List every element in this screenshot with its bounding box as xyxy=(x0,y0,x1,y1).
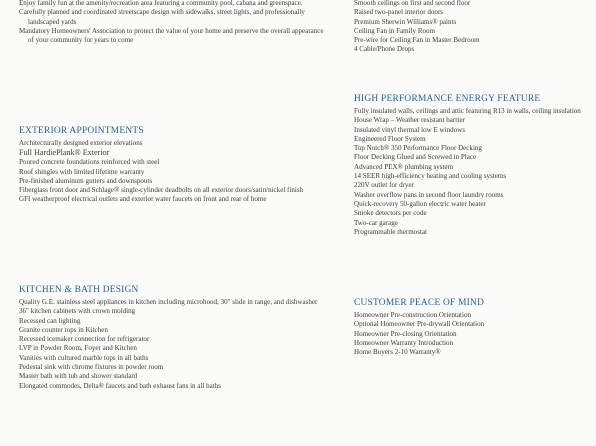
list-item: 4 Cable/Phone Drops xyxy=(354,45,415,54)
list-item: Master bath with tub and shower standard xyxy=(19,372,138,381)
list-item: Homeowner Warranty Introduction xyxy=(354,338,454,347)
list-item: Full HardiePlank® Exterior xyxy=(19,148,110,158)
list-item: Premium Sherwin Williams® paints xyxy=(354,17,457,26)
list-item: Elongated commodes, Delta® faucets and bath exhaust fans in all baths xyxy=(19,381,222,390)
section-heading: CUSTOMER PEACE OF MIND xyxy=(354,298,485,308)
list-item: Smoke detectors per code xyxy=(354,209,427,218)
list-item: Top Notch® 350 Performance Floor Decking xyxy=(354,144,482,153)
list-item: 14 SEER high-efficiency heating and cooling systems xyxy=(354,172,507,181)
list-item: Advanced PEX® plumbing system xyxy=(354,162,454,171)
list-item: Pre-wire for Ceiling Fan in Master Bedroom xyxy=(354,36,480,45)
list-item: 220V outlet for dryer xyxy=(354,181,414,190)
section-heading: EXTERIOR APPOINTMENTS xyxy=(19,126,144,136)
list-item: Pre-finished aluminum gutters and downspouts xyxy=(19,176,153,185)
section-heading: KITCHEN & BATH DESIGN xyxy=(19,285,139,295)
section-heading: HIGH PERFORMANCE ENERGY FEATURE xyxy=(354,94,541,104)
list-item: Granite counter tops in Kitchen xyxy=(19,325,108,334)
list-item: Quality G.E. stainless steel appliances in kitchen including microhood, 30" slide in range, and dishwasher xyxy=(19,298,318,306)
list-item: Two-car garage xyxy=(354,218,398,227)
list-item: Recessed icemaker connection for refrigerator xyxy=(19,335,150,344)
list-item: Insulated vinyl thermal low E windows xyxy=(354,125,465,134)
list-item: Poured concrete foundations reinforced with steel xyxy=(19,158,160,167)
list-item: Roof shingles with limited lifetime warranty xyxy=(19,167,145,176)
list-item: Raised two-panel interior doors xyxy=(354,8,444,17)
list-item: Washer overflow pans in second floor laundry rooms xyxy=(354,190,504,199)
list-item: Pedestal sink with chrome fixtures in powder room xyxy=(19,363,164,372)
list-item: Programmable thermostat xyxy=(354,227,427,236)
kitchen-bath-section xyxy=(19,285,331,391)
list-item: Mandatory Homeowners' Association to protect the value of your home and preserve the overall appearance of your community for years to come xyxy=(19,26,324,45)
community-features-list xyxy=(19,0,331,45)
energy-features-section xyxy=(354,94,596,237)
list-item: Vanities with cultured marble tops in all baths xyxy=(19,353,149,362)
list-item: 36" kitchen cabinets with crown molding xyxy=(19,307,136,316)
list-item: GFI weatherproof electrical outlets and exterior water faucets on front and rear of home xyxy=(19,195,267,204)
list-item: Fully insulated walls, ceilings and attic featuring R13 in walls, ceiling insulation xyxy=(354,107,581,115)
exterior-appointments-section xyxy=(19,126,331,205)
list-item: Fiberglass front door and Schlage® single-cylinder deadbolts on all exterior doors/satin/nickel finish xyxy=(19,186,304,195)
interior-features-list xyxy=(354,0,596,55)
list-item: Smooth ceilings on first and second floor xyxy=(354,0,471,7)
list-item: Homeowner Pre-construction Orientation xyxy=(354,311,472,319)
list-item: Engineered Floor System xyxy=(354,134,426,143)
list-item: Quick-recovery 50-gallon electric water heater xyxy=(354,199,486,208)
customer-peace-of-mind-section xyxy=(354,298,596,357)
list-item: Optional Homeowner Pre-drywall Orientation xyxy=(354,320,485,329)
list-item: Architecturally designed exterior elevations xyxy=(19,139,143,147)
list-item: Ceiling Fan in Family Room xyxy=(354,26,436,35)
list-item: House Wrap – Weather resistant barrier xyxy=(354,116,466,125)
list-item: Enjoy family fun at the amenity/recreation area featuring a community pool, cabana and greenspace. xyxy=(19,0,303,7)
list-item: Carefully planned and coordinated streetscape design with sidewalks, street lights, and professionally landscaped yards xyxy=(19,8,305,26)
list-item: Home Buyers 2-10 Warranty® xyxy=(354,348,441,357)
list-item: Recessed can lighting xyxy=(19,316,81,325)
list-item: Homeowner Pre-closing Orientation xyxy=(354,329,457,338)
list-item: LVP in Powder Room, Foyer and Kitchen xyxy=(19,344,137,353)
list-item: Floor Decking Glued and Screwed in Place xyxy=(354,153,477,162)
